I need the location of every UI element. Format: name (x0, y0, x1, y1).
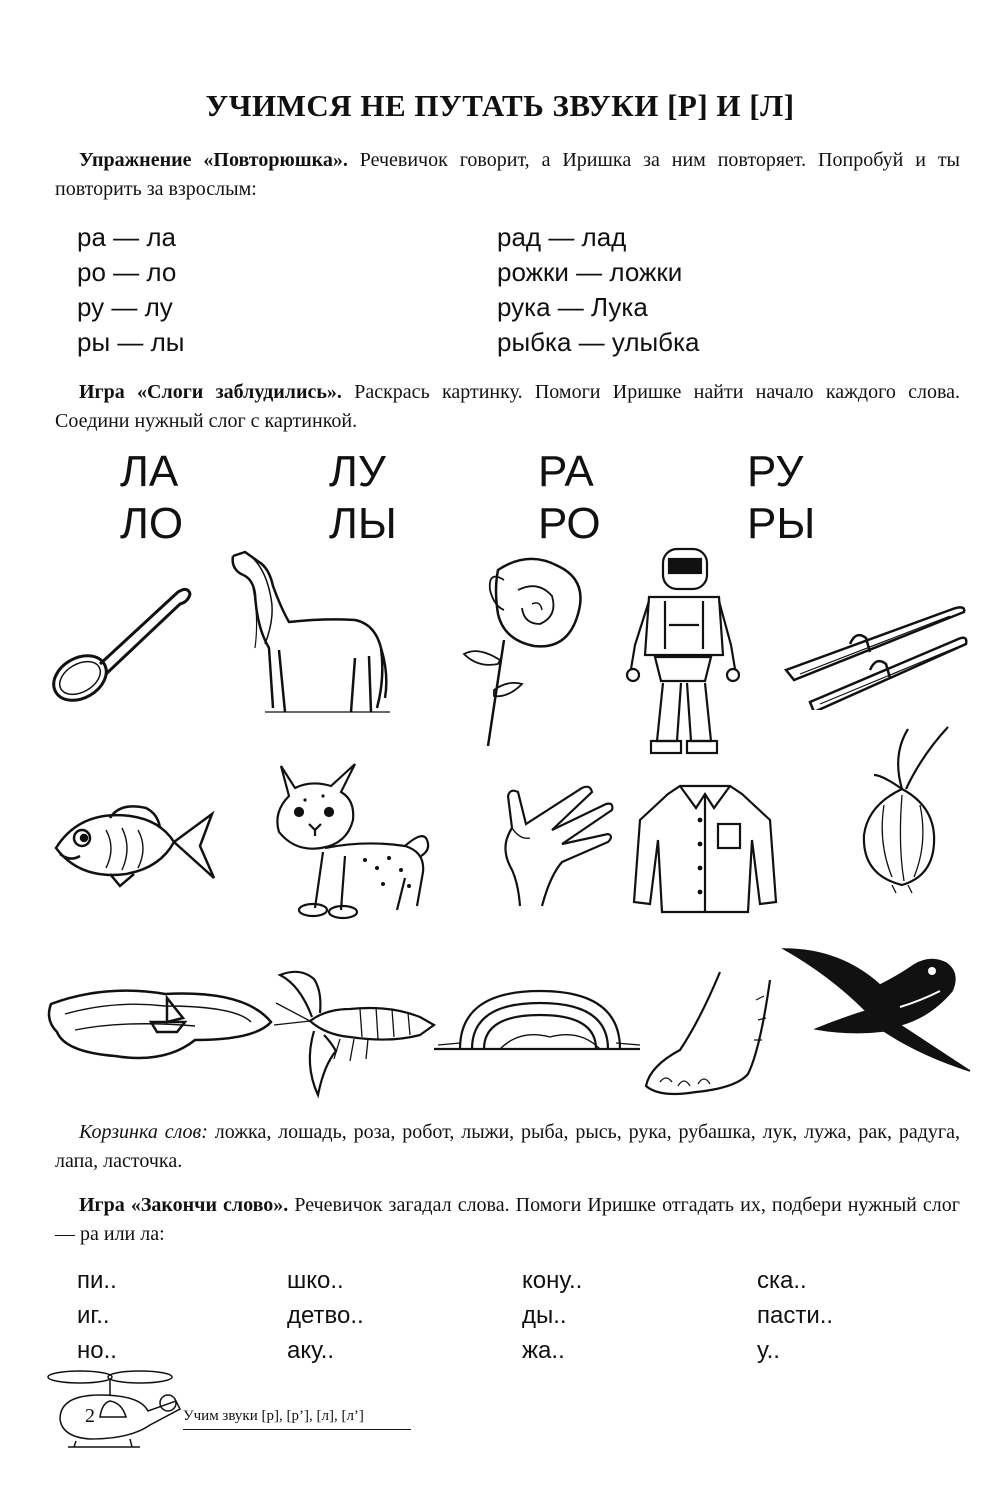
word-dy[interactable]: ды.. (522, 1302, 567, 1329)
syllable-group-4 (747, 446, 815, 550)
word-u[interactable]: у.. (757, 1337, 780, 1364)
puddle-icon[interactable] (45, 980, 275, 1070)
word-basket-label: Корзинка слов: (79, 1121, 208, 1143)
word-konu[interactable]: кону.. (522, 1267, 583, 1294)
syllable-group-1 (120, 446, 183, 550)
game-2-instructions (55, 1191, 960, 1249)
paw-icon[interactable] (640, 970, 780, 1100)
book-title: Учим звуки [р], [р’], [л], [л’] (183, 1408, 411, 1430)
game-1-text: Раскрась картинку. Помоги Иришке найти начало каждого слова. Соедини нужный слог с картинкой. (55, 381, 961, 432)
syllable-lu[interactable]: ЛУ (329, 447, 386, 496)
pair-right-4: рыбка — улыбка (497, 327, 700, 357)
word-detvo[interactable]: детво.. (287, 1302, 364, 1329)
pair-left-2: ро — ло (77, 257, 177, 287)
lynx-icon[interactable] (265, 760, 440, 920)
word-ska[interactable]: ска.. (757, 1267, 807, 1294)
horse-icon[interactable] (225, 548, 390, 720)
page-title: УЧИМСЯ НЕ ПУТАТЬ ЗВУКИ [Р] И [Л] (205, 88, 795, 123)
syllable-ly[interactable]: ЛЫ (329, 499, 397, 548)
syllable-ra[interactable]: РА (538, 447, 594, 496)
game-1-instructions (55, 378, 960, 436)
pair-right-3: рука — Лука (497, 292, 648, 322)
crayfish-icon[interactable] (270, 955, 440, 1105)
word-pi[interactable]: пи.. (77, 1267, 117, 1294)
game-2-text: Речевичок загадал слова. Помоги Иришке отгадать их, подбери нужный слог — ра или ла: (55, 1194, 960, 1245)
word-ig[interactable]: иг.. (77, 1302, 110, 1329)
syllable-ru[interactable]: РУ (747, 447, 804, 496)
fish-icon[interactable] (50, 798, 220, 888)
syllable-group-2 (329, 446, 397, 550)
pair-right-2: рожки — ложки (497, 257, 683, 287)
word-basket-text: ложка, лошадь, роза, робот, лыжи, рыба, рысь, рука, рубашка, лук, лужа, рак, радуга, лапа, ласточка. (55, 1121, 960, 1172)
syllable-lo[interactable]: ЛО (120, 499, 184, 548)
game-2-name: Игра «Закончи слово». (79, 1194, 289, 1216)
exercise-1-text: Речевичок говорит, а Иришка за ним повторяет. Попробуй и ты повторить за взрослым: (55, 149, 960, 200)
shirt-icon[interactable] (630, 780, 780, 920)
word-aku[interactable]: аку.. (287, 1337, 335, 1364)
pair-left-1: ра — ла (77, 222, 176, 252)
syllable-ry[interactable]: РЫ (747, 499, 816, 548)
rose-icon[interactable] (448, 550, 598, 750)
page-number: 2 (85, 1405, 95, 1427)
word-shko[interactable]: шко.. (287, 1267, 344, 1294)
word-basket (55, 1118, 960, 1176)
exercise-1-instructions (55, 146, 960, 204)
pair-left-3: ру — лу (77, 292, 173, 322)
onion-icon[interactable] (852, 725, 967, 895)
hand-icon[interactable] (490, 780, 620, 910)
skis-icon[interactable] (780, 600, 970, 710)
pair-left-4: ры — лы (77, 327, 185, 357)
swallow-icon[interactable] (780, 945, 975, 1075)
syllable-ro[interactable]: РО (538, 499, 601, 548)
robot-icon[interactable] (625, 545, 740, 760)
game-1-name: Игра «Слоги заблудились». (79, 381, 342, 403)
rainbow-icon[interactable] (430, 985, 645, 1055)
word-no[interactable]: но.. (77, 1337, 117, 1364)
helicopter-icon (40, 1365, 185, 1450)
syllable-la[interactable]: ЛА (120, 447, 179, 496)
exercise-1-name: Упражнение «Повторюшка». (79, 149, 348, 171)
syllable-group-3 (538, 446, 601, 550)
word-pasti[interactable]: пасти.. (757, 1302, 834, 1329)
word-zha[interactable]: жа.. (522, 1337, 565, 1364)
pair-right-1: рад — лад (497, 222, 627, 252)
spoon-icon[interactable] (48, 578, 198, 718)
